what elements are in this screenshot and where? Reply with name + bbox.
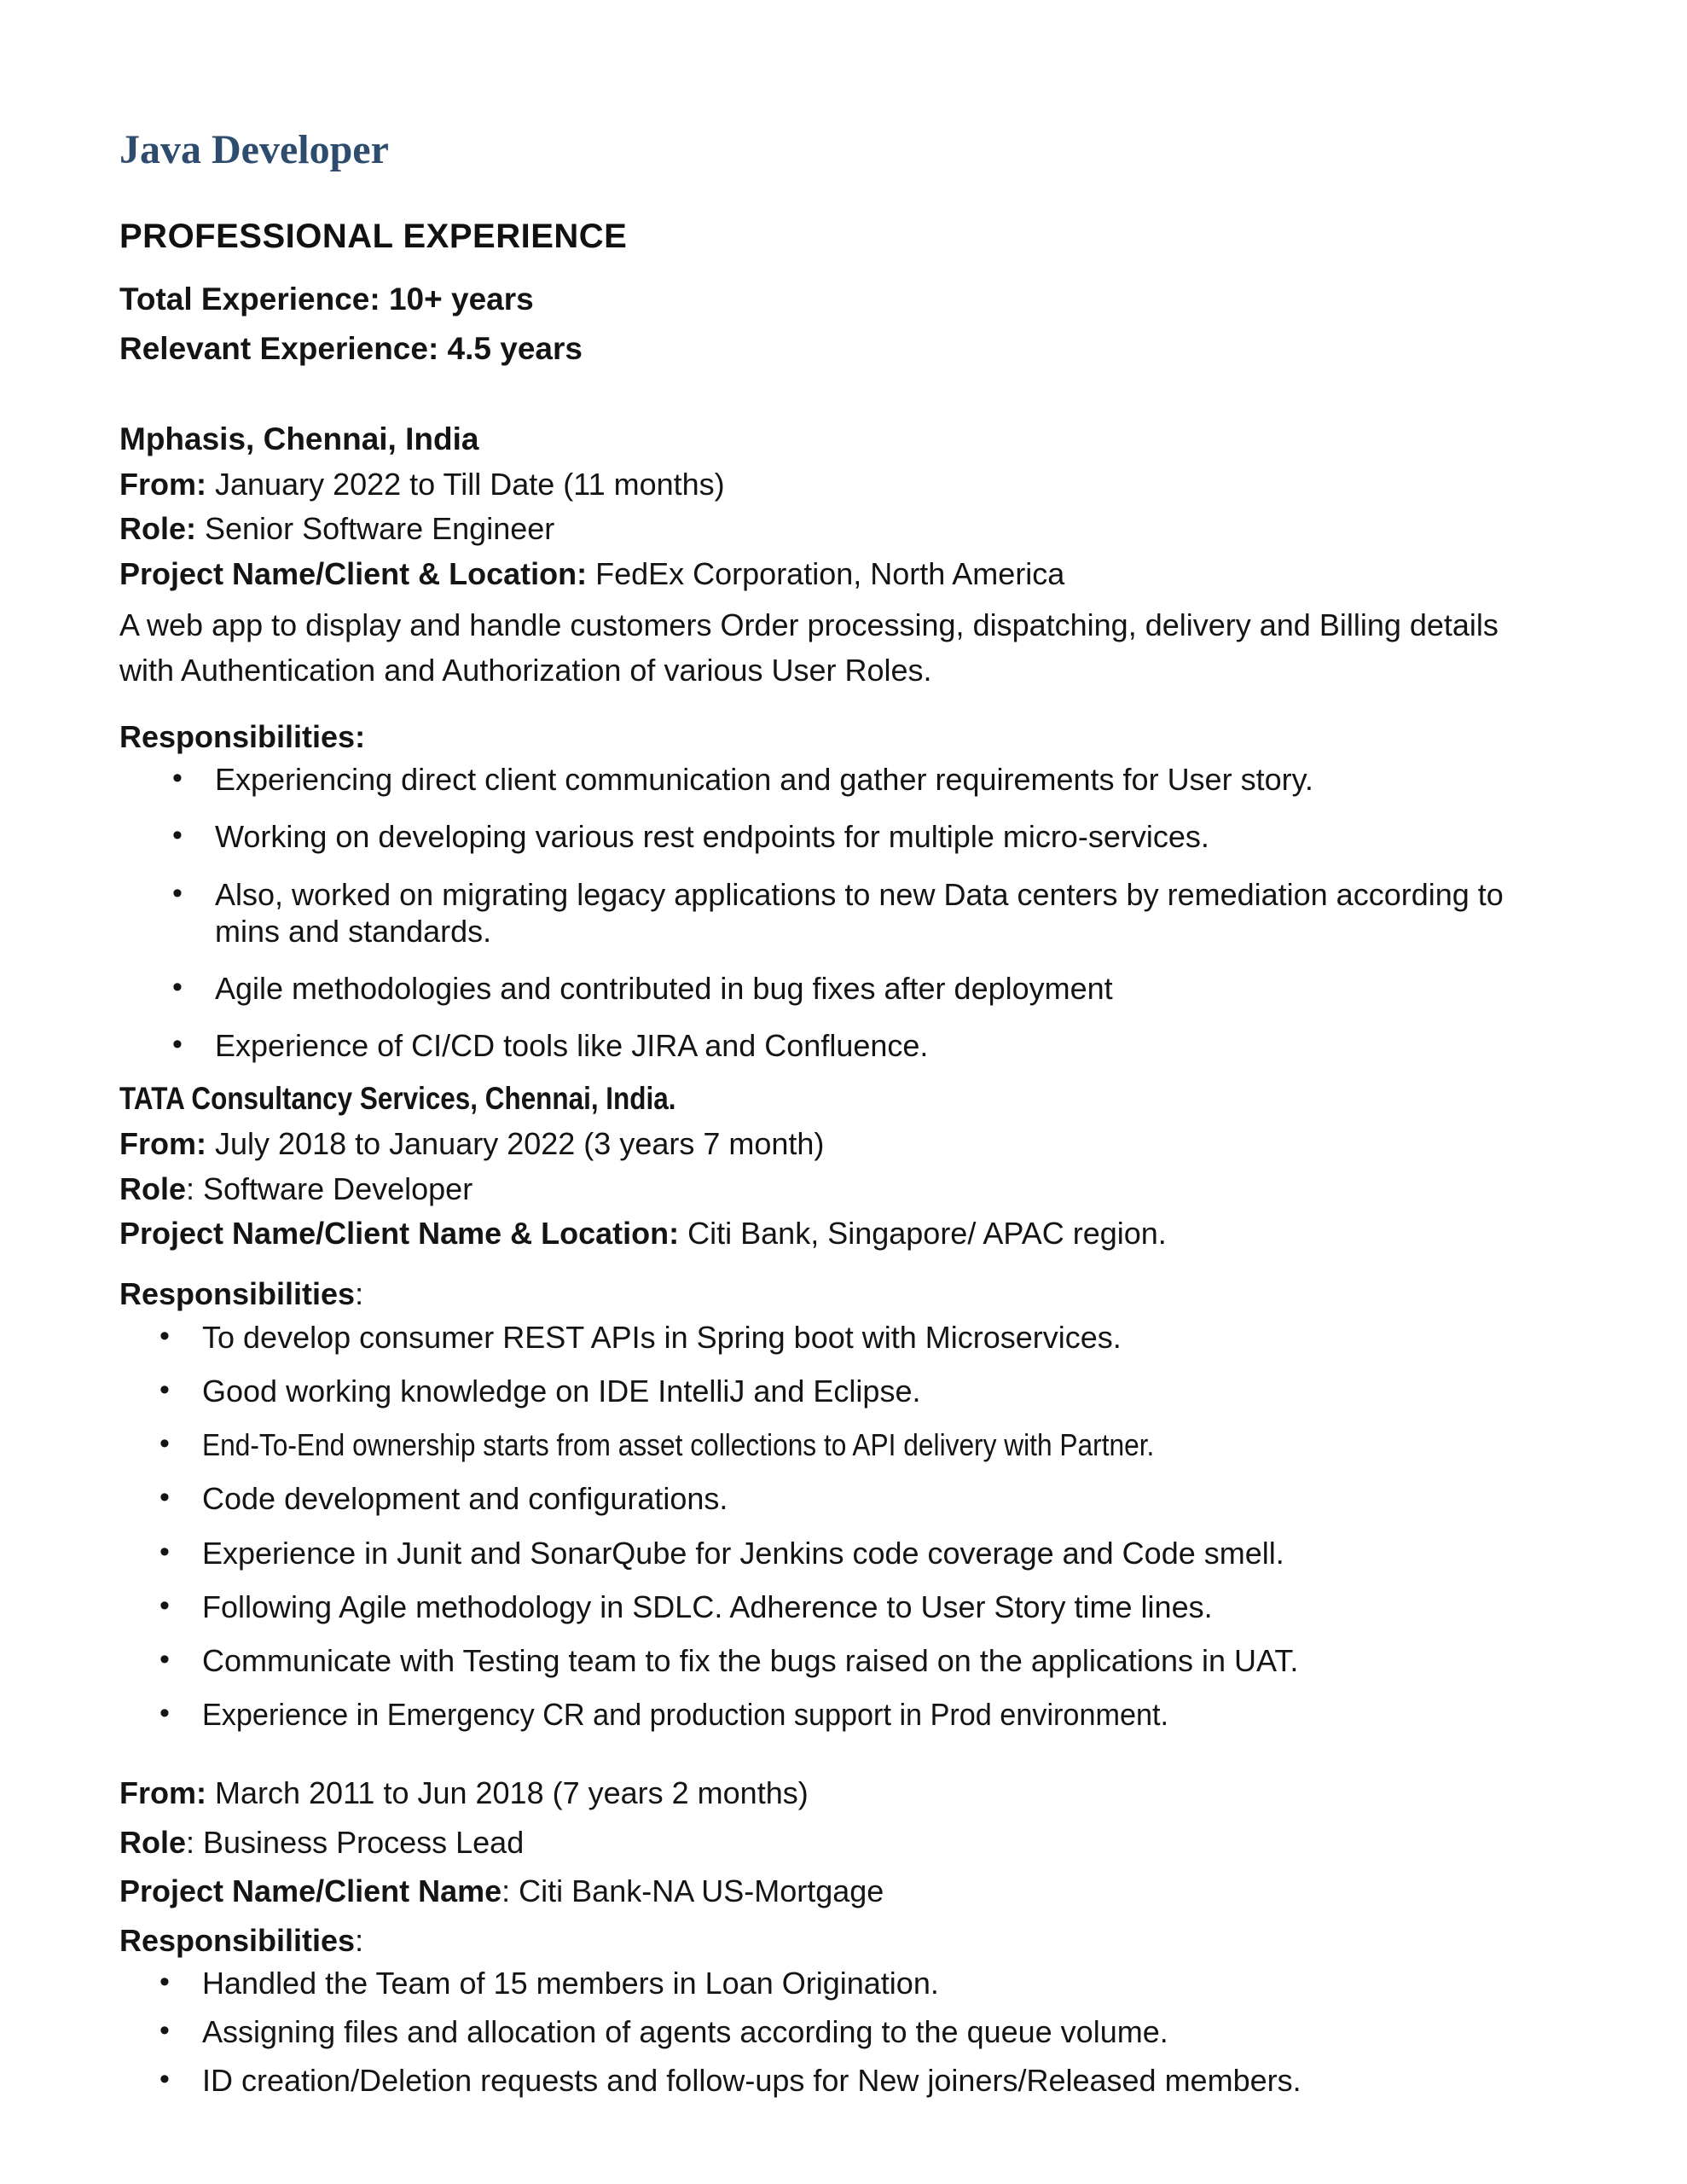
list-item — [119, 1373, 1551, 1409]
bullet-text: Good working knowledge on IDE IntelliJ and Eclipse. — [202, 1374, 921, 1409]
responsibilities-label: Responsibilities — [119, 1922, 356, 1958]
from-value: July 2018 to January 2022 (3 years 7 month) — [206, 1126, 825, 1162]
role-label: Role: — [119, 511, 196, 547]
company-heading: Mphasis, Chennai, India — [119, 421, 479, 456]
from-line — [119, 1126, 1551, 1161]
from-value: January 2022 to Till Date (11 months) — [206, 466, 725, 502]
bullet-text: Experiencing direct client communication and gather requirements for User story. — [215, 762, 1313, 798]
bullet-text: Experience of CI/CD tools like JIRA and Confluence. — [215, 1028, 929, 1064]
bullet-text: Code development and configurations. — [202, 1481, 728, 1517]
role-line — [119, 1825, 1551, 1860]
job-section-tcs — [119, 1081, 1551, 1733]
bullet-text: Working on developing various rest endpoints for multiple micro-services. — [215, 819, 1209, 855]
list-item — [119, 1589, 1551, 1625]
professional-experience-heading: PROFESSIONAL EXPERIENCE — [119, 217, 628, 255]
list-item — [119, 1027, 1551, 1064]
project-line — [119, 556, 1551, 591]
role-value: : Business Process Lead — [186, 1824, 525, 1860]
project-value: Citi Bank, Singapore/ APAC region. — [679, 1216, 1167, 1252]
document-title: Java Developer — [119, 127, 389, 172]
list-item — [119, 876, 1551, 950]
list-item — [119, 1696, 1551, 1733]
bullet-text: Agile methodologies and contributed in bug fixes after deployment — [215, 970, 1113, 1006]
from-line — [119, 1775, 1551, 1810]
list-item — [119, 2013, 1551, 2050]
project-line — [119, 1873, 1551, 1908]
role-value: Senior Software Engineer — [196, 511, 555, 547]
list-item — [119, 818, 1551, 855]
bullet-text: Also, worked on migrating legacy applications to new Data centers by remediation according to mins and standards. — [215, 876, 1504, 949]
responsibilities-list — [119, 1965, 1551, 2100]
project-value: : Citi Bank-NA US-Mortgage — [501, 1873, 884, 1909]
responsibilities-heading — [119, 719, 1551, 754]
job-section-citi-na — [119, 1775, 1551, 2099]
project-line — [119, 1216, 1551, 1251]
bullet-text: ID creation/Deletion requests and follow-ups for New joiners/Released members. — [202, 2063, 1301, 2099]
list-item — [119, 761, 1551, 798]
list-item — [119, 1965, 1551, 2001]
responsibilities-colon: : — [355, 1922, 364, 1958]
role-line — [119, 511, 1551, 546]
from-label: From: — [119, 1126, 206, 1162]
relevant-experience-line: Relevant Experience: 4.5 years — [119, 330, 583, 366]
project-label: Project Name/Client & Location: — [119, 555, 588, 591]
job-section-mphasis — [119, 421, 1551, 1065]
total-experience-line: Total Experience: 10+ years — [119, 281, 534, 317]
role-value: : Software Developer — [186, 1170, 473, 1206]
responsibilities-heading — [119, 1923, 1551, 1958]
bullet-text: To develop consumer REST APIs in Spring boot with Microservices. — [202, 1319, 1122, 1355]
role-line — [119, 1171, 1551, 1206]
role-label: Role — [119, 1170, 187, 1206]
project-description: A web app to display and handle customers Order processing, dispatching, delivery and Billing details with Authentication and Authorization of various User Roles. — [119, 607, 1499, 688]
responsibilities-list — [119, 1319, 1551, 1734]
project-label: Project Name/Client Name — [119, 1873, 502, 1909]
role-label: Role — [119, 1824, 187, 1860]
project-value: FedEx Corporation, North America — [587, 555, 1065, 591]
list-item — [119, 2062, 1551, 2099]
responsibilities-label: Responsibilities: — [119, 718, 366, 754]
bullet-text: Experience in Emergency CR and production support in Prod environment. — [202, 1697, 1169, 1733]
bullet-text: End-To-End ownership starts from asset collections to API delivery with Partner. — [202, 1427, 1155, 1463]
list-item — [119, 1480, 1551, 1517]
from-value: March 2011 to Jun 2018 (7 years 2 months) — [206, 1775, 809, 1811]
from-label: From: — [119, 1775, 206, 1811]
from-line — [119, 467, 1551, 502]
project-label: Project Name/Client Name & Location: — [119, 1216, 680, 1252]
list-item — [119, 1642, 1551, 1679]
bullet-text: Communicate with Testing team to fix the bugs raised on the applications in UAT. — [202, 1642, 1299, 1678]
from-label: From: — [119, 466, 206, 502]
list-item — [119, 1426, 1551, 1463]
bullet-text: Assigning files and allocation of agents according to the queue volume. — [202, 2014, 1168, 2050]
list-item — [119, 970, 1551, 1007]
bullet-text: Following Agile methodology in SDLC. Adherence to User Story time lines. — [202, 1589, 1213, 1624]
responsibilities-list — [119, 761, 1551, 1064]
list-item — [119, 1319, 1551, 1356]
bullet-text: Handled the Team of 15 members in Loan Origination. — [202, 1965, 939, 2001]
responsibilities-heading — [119, 1276, 1551, 1311]
company-heading — [119, 1081, 1551, 1117]
company-text: TATA Consultancy Services, Chennai, India. — [119, 1081, 676, 1117]
bullet-text: Experience in Junit and SonarQube for Jenkins code coverage and Code smell. — [202, 1535, 1284, 1571]
responsibilities-colon: : — [355, 1276, 364, 1312]
responsibilities-label: Responsibilities — [119, 1276, 356, 1312]
list-item — [119, 1535, 1551, 1571]
